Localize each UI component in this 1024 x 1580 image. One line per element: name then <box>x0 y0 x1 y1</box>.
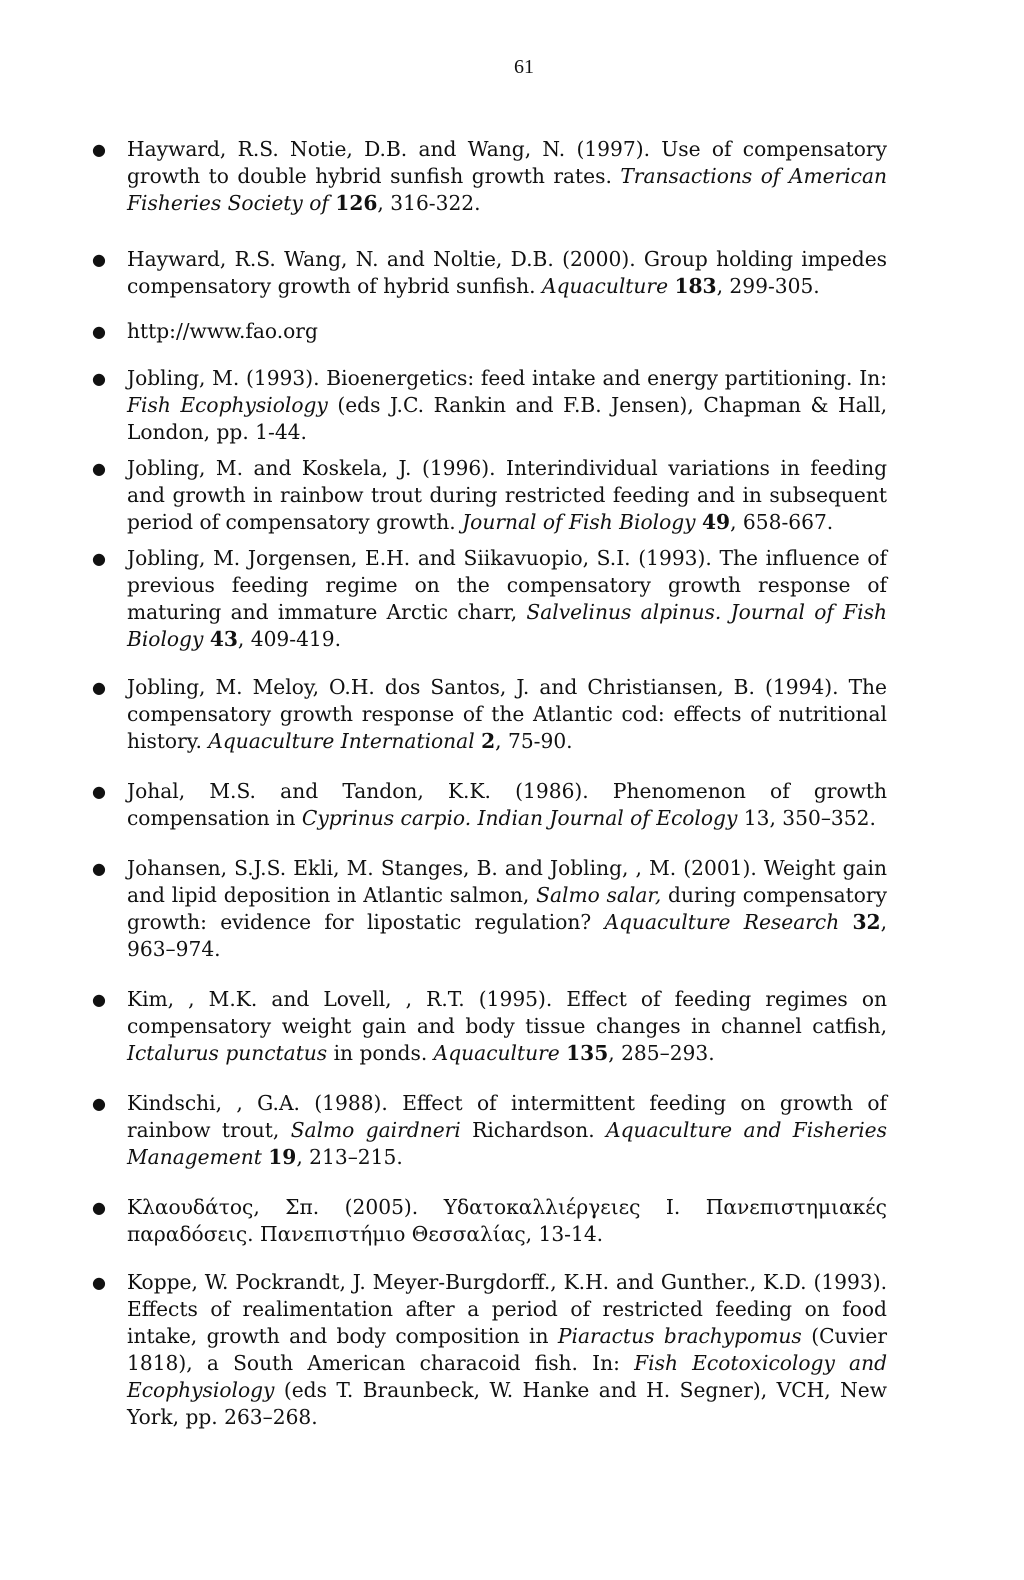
reference-italic-text: Aquaculture <box>542 274 669 298</box>
reference-italic-text: Aquaculture and Fisheries Management <box>127 1118 887 1169</box>
reference-segment <box>721 600 730 624</box>
reference-segment: (eds J.C. Rankin and F.B. Jensen), Chapman & Hall, London, pp. 1-44. <box>127 393 887 444</box>
reference-segment: Johansen, S.J.S. Ekli, M. Stanges, B. and Jobling, , M. (2001). Weight gain and lipid deposition in Atlantic salmon, <box>127 856 887 907</box>
reference-italic-text: Piaractus brachypomus <box>557 1324 802 1348</box>
reference-segment: in ponds. <box>327 1041 434 1065</box>
reference-volume: 126 <box>335 191 378 215</box>
reference-volume: 43 <box>209 627 238 651</box>
reference-volume: 19 <box>268 1145 297 1169</box>
reference-item <box>90 1194 887 1248</box>
reference-item <box>90 778 887 832</box>
bullet-icon: ● <box>92 990 106 1009</box>
reference-item <box>90 674 887 755</box>
reference-italic-text: Salmo gairdneri <box>290 1118 461 1142</box>
reference-text <box>127 137 887 215</box>
page-number: 61 <box>514 56 534 78</box>
bullet-icon: ● <box>92 459 106 478</box>
reference-text <box>127 366 887 444</box>
reference-segment: Koppe, W. Pockrandt, J. Meyer-Burgdorff., K.H. and Gunther., K.D. (1993). Effects of realimentation after a period of restricted feeding on food intake, growth and body composition in <box>127 1270 887 1348</box>
reference-text <box>127 319 318 343</box>
reference-segment: (Cuvier 1818), a South American characoid fish. In: <box>127 1324 887 1375</box>
reference-segment: , 409-419. <box>237 627 342 651</box>
reference-italic-text: Salmo salar, <box>536 883 662 907</box>
reference-item <box>90 1269 887 1431</box>
reference-italic-text: Salvelinus alpinus. <box>526 600 722 624</box>
reference-segment: Richardson. <box>460 1118 607 1142</box>
reference-italic-text: Aquaculture Research <box>604 910 840 934</box>
reference-segment: 13, 350–352. <box>737 806 876 830</box>
reference-text <box>127 546 887 651</box>
bullet-icon: ● <box>92 859 106 878</box>
reference-volume: 2 <box>481 729 496 753</box>
reference-item <box>90 1090 887 1171</box>
reference-text <box>127 856 887 961</box>
bullet-icon: ● <box>92 549 106 568</box>
reference-item <box>90 136 887 217</box>
reference-segment: Hayward, R.S. Wang, N. and Noltie, D.B. (2000). Group holding impedes compensatory growth of hybrid sunfish. <box>127 247 887 298</box>
reference-italic-text: Journal of Fish Biology <box>127 600 887 651</box>
reference-item <box>90 246 887 300</box>
reference-item <box>90 545 887 653</box>
reference-text <box>127 456 887 534</box>
reference-segment: , 285–293. <box>608 1041 715 1065</box>
reference-italic-text: Aquaculture <box>433 1041 560 1065</box>
reference-text <box>127 675 887 753</box>
reference-segment: , 963–974. <box>127 910 887 961</box>
reference-segment: , 658-667. <box>730 510 834 534</box>
reference-text <box>127 1195 887 1246</box>
reference-segment: Hayward, R.S. Notie, D.B. and Wang, N. (1997). Use of compensatory growth to double hybrid sunfish growth rates. <box>127 137 887 188</box>
reference-segment: Jobling, M. and Koskela, J. (1996). Interindividual variations in feeding and growth in rainbow trout during restricted feeding and in subsequent period of compensatory growth. <box>127 456 887 534</box>
reference-segment: Jobling, M. Jorgensen, E.H. and Siikavuopio, S.I. (1993). The influence of previous feeding regime on the compensatory growth response of maturing and immature Arctic charr, <box>127 546 887 624</box>
reference-item <box>90 855 887 963</box>
reference-segment <box>839 910 852 934</box>
reference-segment: Κλαουδάτος, Σπ. (2005). Υδατοκαλλιέργειες Ι. Πανεπιστημιακές παραδόσεις. Πανεπιστήμιο Θεσσαλίας, 13-14. <box>127 1195 887 1246</box>
reference-volume: 32 <box>852 910 881 934</box>
reference-italic-text: Ictalurus punctatus <box>127 1041 328 1065</box>
reference-text <box>127 247 887 298</box>
reference-item <box>90 318 887 345</box>
reference-segment: , 299-305. <box>716 274 820 298</box>
reference-text <box>127 1270 887 1429</box>
reference-text <box>127 987 887 1065</box>
bullet-icon: ● <box>92 1273 106 1292</box>
bullet-icon: ● <box>92 782 106 801</box>
reference-segment: , 75-90. <box>495 729 573 753</box>
bullet-icon: ● <box>92 1198 106 1217</box>
reference-italic-text: Transactions of American Fisheries Society of <box>127 164 887 215</box>
bullet-icon: ● <box>92 322 106 341</box>
reference-list <box>90 136 887 1431</box>
reference-segment: Johal, M.S. and Tandon, K.K. (1986). Phenomenon of growth compensation in <box>127 779 887 830</box>
reference-volume: 183 <box>674 274 717 298</box>
reference-italic-text: Fish Ecophysiology <box>127 393 328 417</box>
reference-segment: Kim, , M.K. and Lovell, , R.T. (1995). Effect of feeding regimes on compensatory weight gain and body tissue changes in channel catfish, <box>127 987 887 1038</box>
bullet-icon: ● <box>92 678 106 697</box>
reference-italic-text: Journal of Fish Biology <box>462 510 696 534</box>
reference-segment: , 213–215. <box>296 1145 403 1169</box>
reference-italic-text: Aquaculture International <box>208 729 475 753</box>
reference-segment: Kindschi, , G.A. (1988). Effect of intermittent feeding on growth of rainbow trout, <box>127 1091 887 1142</box>
reference-segment: http://www.fao.org <box>127 319 318 343</box>
bullet-icon: ● <box>92 369 106 388</box>
reference-volume: 135 <box>566 1041 609 1065</box>
reference-item <box>90 455 887 536</box>
reference-item <box>90 986 887 1067</box>
reference-segment: (eds T. Braunbeck, W. Hanke and H. Segner), VCH, New York, pp. 263–268. <box>127 1378 887 1429</box>
reference-segment: Jobling, M. (1993). Bioenergetics: feed intake and energy partitioning. In: <box>127 366 887 390</box>
reference-segment: , 316-322. <box>377 191 481 215</box>
reference-italic-text: Cyprinus carpio. Indian Journal of Ecology <box>301 806 738 830</box>
reference-text <box>127 1091 887 1169</box>
reference-italic-text: Fish Ecotoxicology and Ecophysiology <box>127 1351 888 1402</box>
reference-volume: 49 <box>701 510 731 534</box>
reference-text <box>127 779 887 830</box>
reference-segment: during compensatory growth: evidence for lipostatic regulation? <box>127 883 887 934</box>
reference-item <box>90 365 887 446</box>
bullet-icon: ● <box>92 1094 106 1113</box>
bullet-icon: ● <box>92 140 106 159</box>
bullet-icon: ● <box>92 250 106 269</box>
reference-segment: Jobling, M. Meloy, O.H. dos Santos, J. and Christiansen, B. (1994). The compensatory growth response of the Atlantic cod: effects of nutritional history. <box>127 675 887 753</box>
